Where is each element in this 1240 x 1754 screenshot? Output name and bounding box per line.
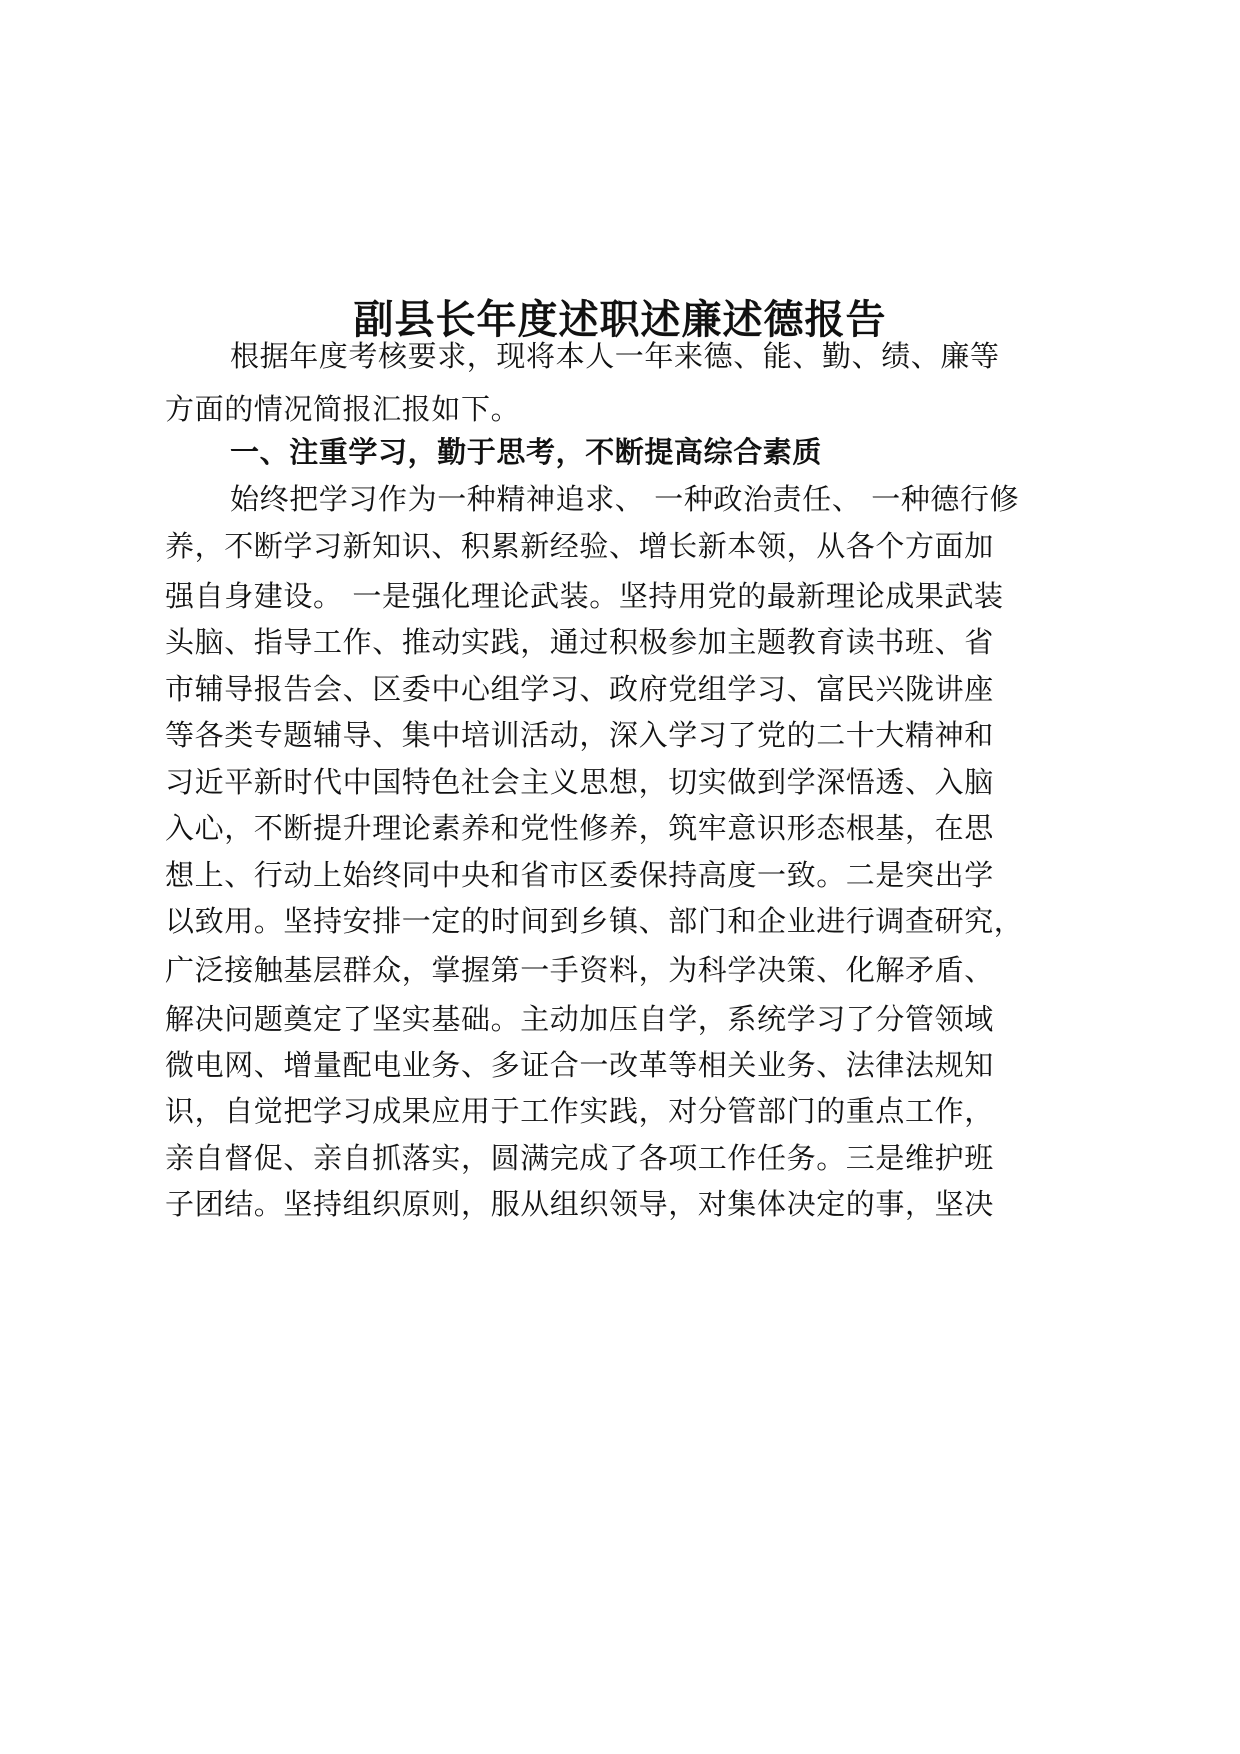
paragraph-line: 强自身建设。 一是强化理论武装。坚持用党的最新理论成果武装 <box>165 579 1004 613</box>
paragraph-line: 以致用。坚持安排一定的时间到乡镇、部门和企业进行调查研究， <box>165 904 1024 938</box>
paragraph-line: 亲自督促、亲自抓落实，圆满完成了各项工作任务。三是维护班 <box>165 1141 994 1175</box>
paragraph-line: 解决问题奠定了坚实基础。主动加压自学，系统学习了分管领域 <box>165 1002 994 1036</box>
paragraph-line: 识，自觉把学习成果应用于工作实践，对分管部门的重点工作， <box>165 1094 994 1128</box>
paragraph-line-intro-1: 根据年度考核要求，现将本人一年来德、能、勤、绩、廉等 <box>230 339 1000 373</box>
paragraph-line-intro-2: 方面的情况简报汇报如下。 <box>165 392 521 426</box>
paragraph-line: 入心，不断提升理论素养和党性修养，筑牢意识形态根基，在思 <box>165 811 994 845</box>
paragraph-line: 等各类专题辅导、集中培训活动，深入学习了党的二十大精神和 <box>165 718 994 752</box>
paragraph-line: 养，不断学习新知识、积累新经验、增长新本领，从各个方面加 <box>165 529 994 563</box>
section-heading-1: 一、注重学习，勤于思考，不断提高综合素质 <box>230 435 823 469</box>
paragraph-line: 想上、行动上始终同中央和省市区委保持高度一致。二是突出学 <box>165 858 994 892</box>
paragraph-line: 头脑、指导工作、推动实践，通过积极参加主题教育读书班、省 <box>165 625 994 659</box>
paragraph-line: 市辅导报告会、区委中心组学习、政府党组学习、富民兴陇讲座 <box>165 672 994 706</box>
paragraph-line: 广泛接触基层群众，掌握第一手资料，为科学决策、化解矛盾、 <box>165 953 994 987</box>
paragraph-line: 子团结。坚持组织原则，服从组织领导，对集体决定的事，坚决 <box>165 1187 994 1221</box>
paragraph-line: 习近平新时代中国特色社会主义思想，切实做到学深悟透、入脑 <box>165 765 994 799</box>
paragraph-line: 始终把学习作为一种精神追求、 一种政治责任、 一种德行修 <box>230 482 1020 516</box>
document-title: 副县长年度述职述廉述德报告 <box>353 297 887 343</box>
paragraph-line: 微电网、增量配电业务、多证合一改革等相关业务、法律法规知 <box>165 1048 994 1082</box>
